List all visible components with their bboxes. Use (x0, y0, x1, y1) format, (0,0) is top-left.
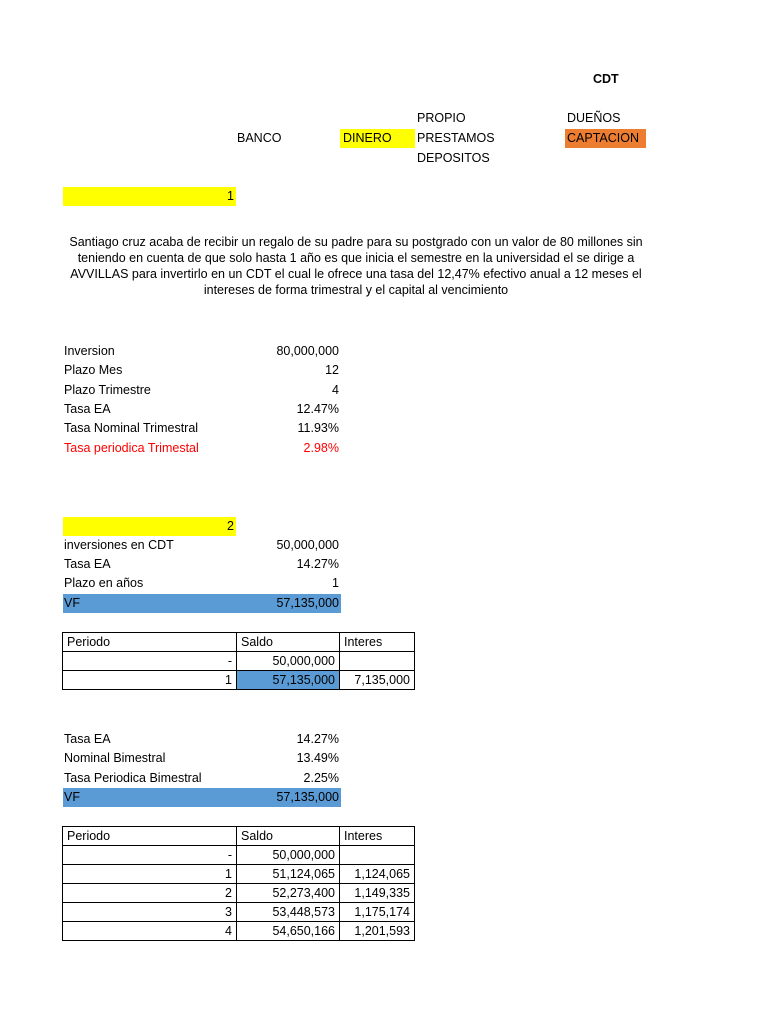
vf-row (63, 594, 341, 613)
table-row (63, 652, 415, 671)
table-header-row (63, 633, 415, 652)
interes-cell: 7,135,000 (340, 671, 415, 690)
interes-cell (340, 652, 415, 671)
plazo-anos-value: 1 (332, 576, 339, 590)
header-interes: Interes (340, 633, 415, 652)
prestamos-label: PRESTAMOS (417, 131, 495, 145)
tasa-ea-value: 14.27% (296, 732, 339, 746)
cdt-bimestral-table (62, 826, 415, 941)
periodo-cell: - (63, 846, 237, 865)
periodo-cell: 1 (63, 865, 237, 884)
interes-cell: 1,124,065 (340, 865, 415, 884)
saldo-cell: 51,124,065 (237, 865, 340, 884)
problem-line: Santiago cruz acaba de recibir un regalo de su padre para su postgrado con un valor de 80 millones sin (69, 235, 643, 249)
table-row (63, 846, 415, 865)
nominal-bimestral-value: 13.49% (296, 751, 339, 765)
inversiones-cdt-value: 50,000,000 (276, 538, 339, 552)
tasa-ea-label: Tasa EA (64, 732, 111, 746)
tasa-ea-value: 12.47% (296, 402, 339, 416)
problem-statement (66, 234, 646, 298)
tasa-ea-value: 14.27% (296, 557, 339, 571)
tasa-nominal-trimestral-label: Tasa Nominal Trimestral (64, 421, 199, 435)
plazo-mes-value: 12 (325, 363, 339, 377)
depositos-label: DEPOSITOS (417, 151, 490, 165)
duenos-label: DUEÑOS (567, 111, 621, 125)
nominal-bimestral-label: Nominal Bimestral (64, 751, 166, 765)
interes-cell: 1,149,335 (340, 884, 415, 903)
header-saldo: Saldo (237, 633, 340, 652)
tasa-periodica-trimestral-value: 2.98% (303, 441, 339, 455)
tasa-ea-label: Tasa EA (64, 557, 111, 571)
table-row (63, 884, 415, 903)
periodo-cell: 4 (63, 922, 237, 941)
table-row (63, 671, 415, 690)
vf-value: 57,135,000 (276, 596, 339, 610)
saldo-cell: 50,000,000 (237, 652, 340, 671)
saldo-cell: 53,448,573 (237, 903, 340, 922)
problem-line: teniendo en cuenta de que solo hasta 1 año es que inicia el semestre en la universidad el se dirige a (77, 251, 635, 265)
tasa-periodica-bimestral-label: Tasa Periodica Bimestral (64, 771, 202, 785)
inversion-value: 80,000,000 (276, 344, 339, 358)
plazo-mes-label: Plazo Mes (64, 363, 123, 377)
interes-cell: 1,201,593 (340, 922, 415, 941)
section-1-number: 1 (63, 187, 236, 206)
table-row (63, 903, 415, 922)
plazo-trimestre-value: 4 (332, 383, 339, 397)
plazo-trimestre-label: Plazo Trimestre (64, 383, 151, 397)
table-header-row (63, 827, 415, 846)
header-periodo: Periodo (63, 827, 237, 846)
table-row (63, 865, 415, 884)
inversion-label: Inversion (64, 344, 115, 358)
header-periodo: Periodo (63, 633, 237, 652)
periodo-cell: 3 (63, 903, 237, 922)
interes-cell (340, 846, 415, 865)
saldo-cell: 50,000,000 (237, 846, 340, 865)
interes-cell: 1,175,174 (340, 903, 415, 922)
saldo-cell: 57,135,000 (237, 671, 340, 690)
periodo-cell: - (63, 652, 237, 671)
periodo-cell: 2 (63, 884, 237, 903)
problem-line: AVVILLAS para invertirlo en un CDT el cual le ofrece una tasa del 12,47% efectivo anual a 12 meses el (70, 267, 642, 281)
table-row (63, 922, 415, 941)
cdt-title: CDT (593, 72, 619, 86)
vf-value: 57,135,000 (276, 790, 339, 804)
section-2-number: 2 (63, 517, 236, 536)
captacion-cell: CAPTACION (565, 129, 646, 148)
saldo-cell: 52,273,400 (237, 884, 340, 903)
header-saldo: Saldo (237, 827, 340, 846)
banco-label: BANCO (237, 131, 282, 145)
inversiones-cdt-label: inversiones en CDT (64, 538, 174, 552)
problem-line: intereses de forma trimestral y el capital al vencimiento (203, 283, 509, 297)
vf-label: VF (64, 596, 80, 610)
header-interes: Interes (340, 827, 415, 846)
tasa-periodica-bimestral-value: 2.25% (303, 771, 339, 785)
propio-label: PROPIO (417, 111, 466, 125)
cdt-annual-table (62, 632, 415, 690)
periodo-cell: 1 (63, 671, 237, 690)
vf-label: VF (64, 790, 80, 804)
saldo-cell: 54,650,166 (237, 922, 340, 941)
tasa-periodica-trimestral-label: Tasa periodica Trimestal (64, 441, 199, 455)
tasa-nominal-trimestral-value: 11.93% (297, 421, 339, 435)
dinero-cell: DINERO (340, 129, 415, 148)
vf-row (63, 788, 341, 807)
plazo-anos-label: Plazo en años (64, 576, 144, 590)
tasa-ea-label: Tasa EA (64, 402, 111, 416)
